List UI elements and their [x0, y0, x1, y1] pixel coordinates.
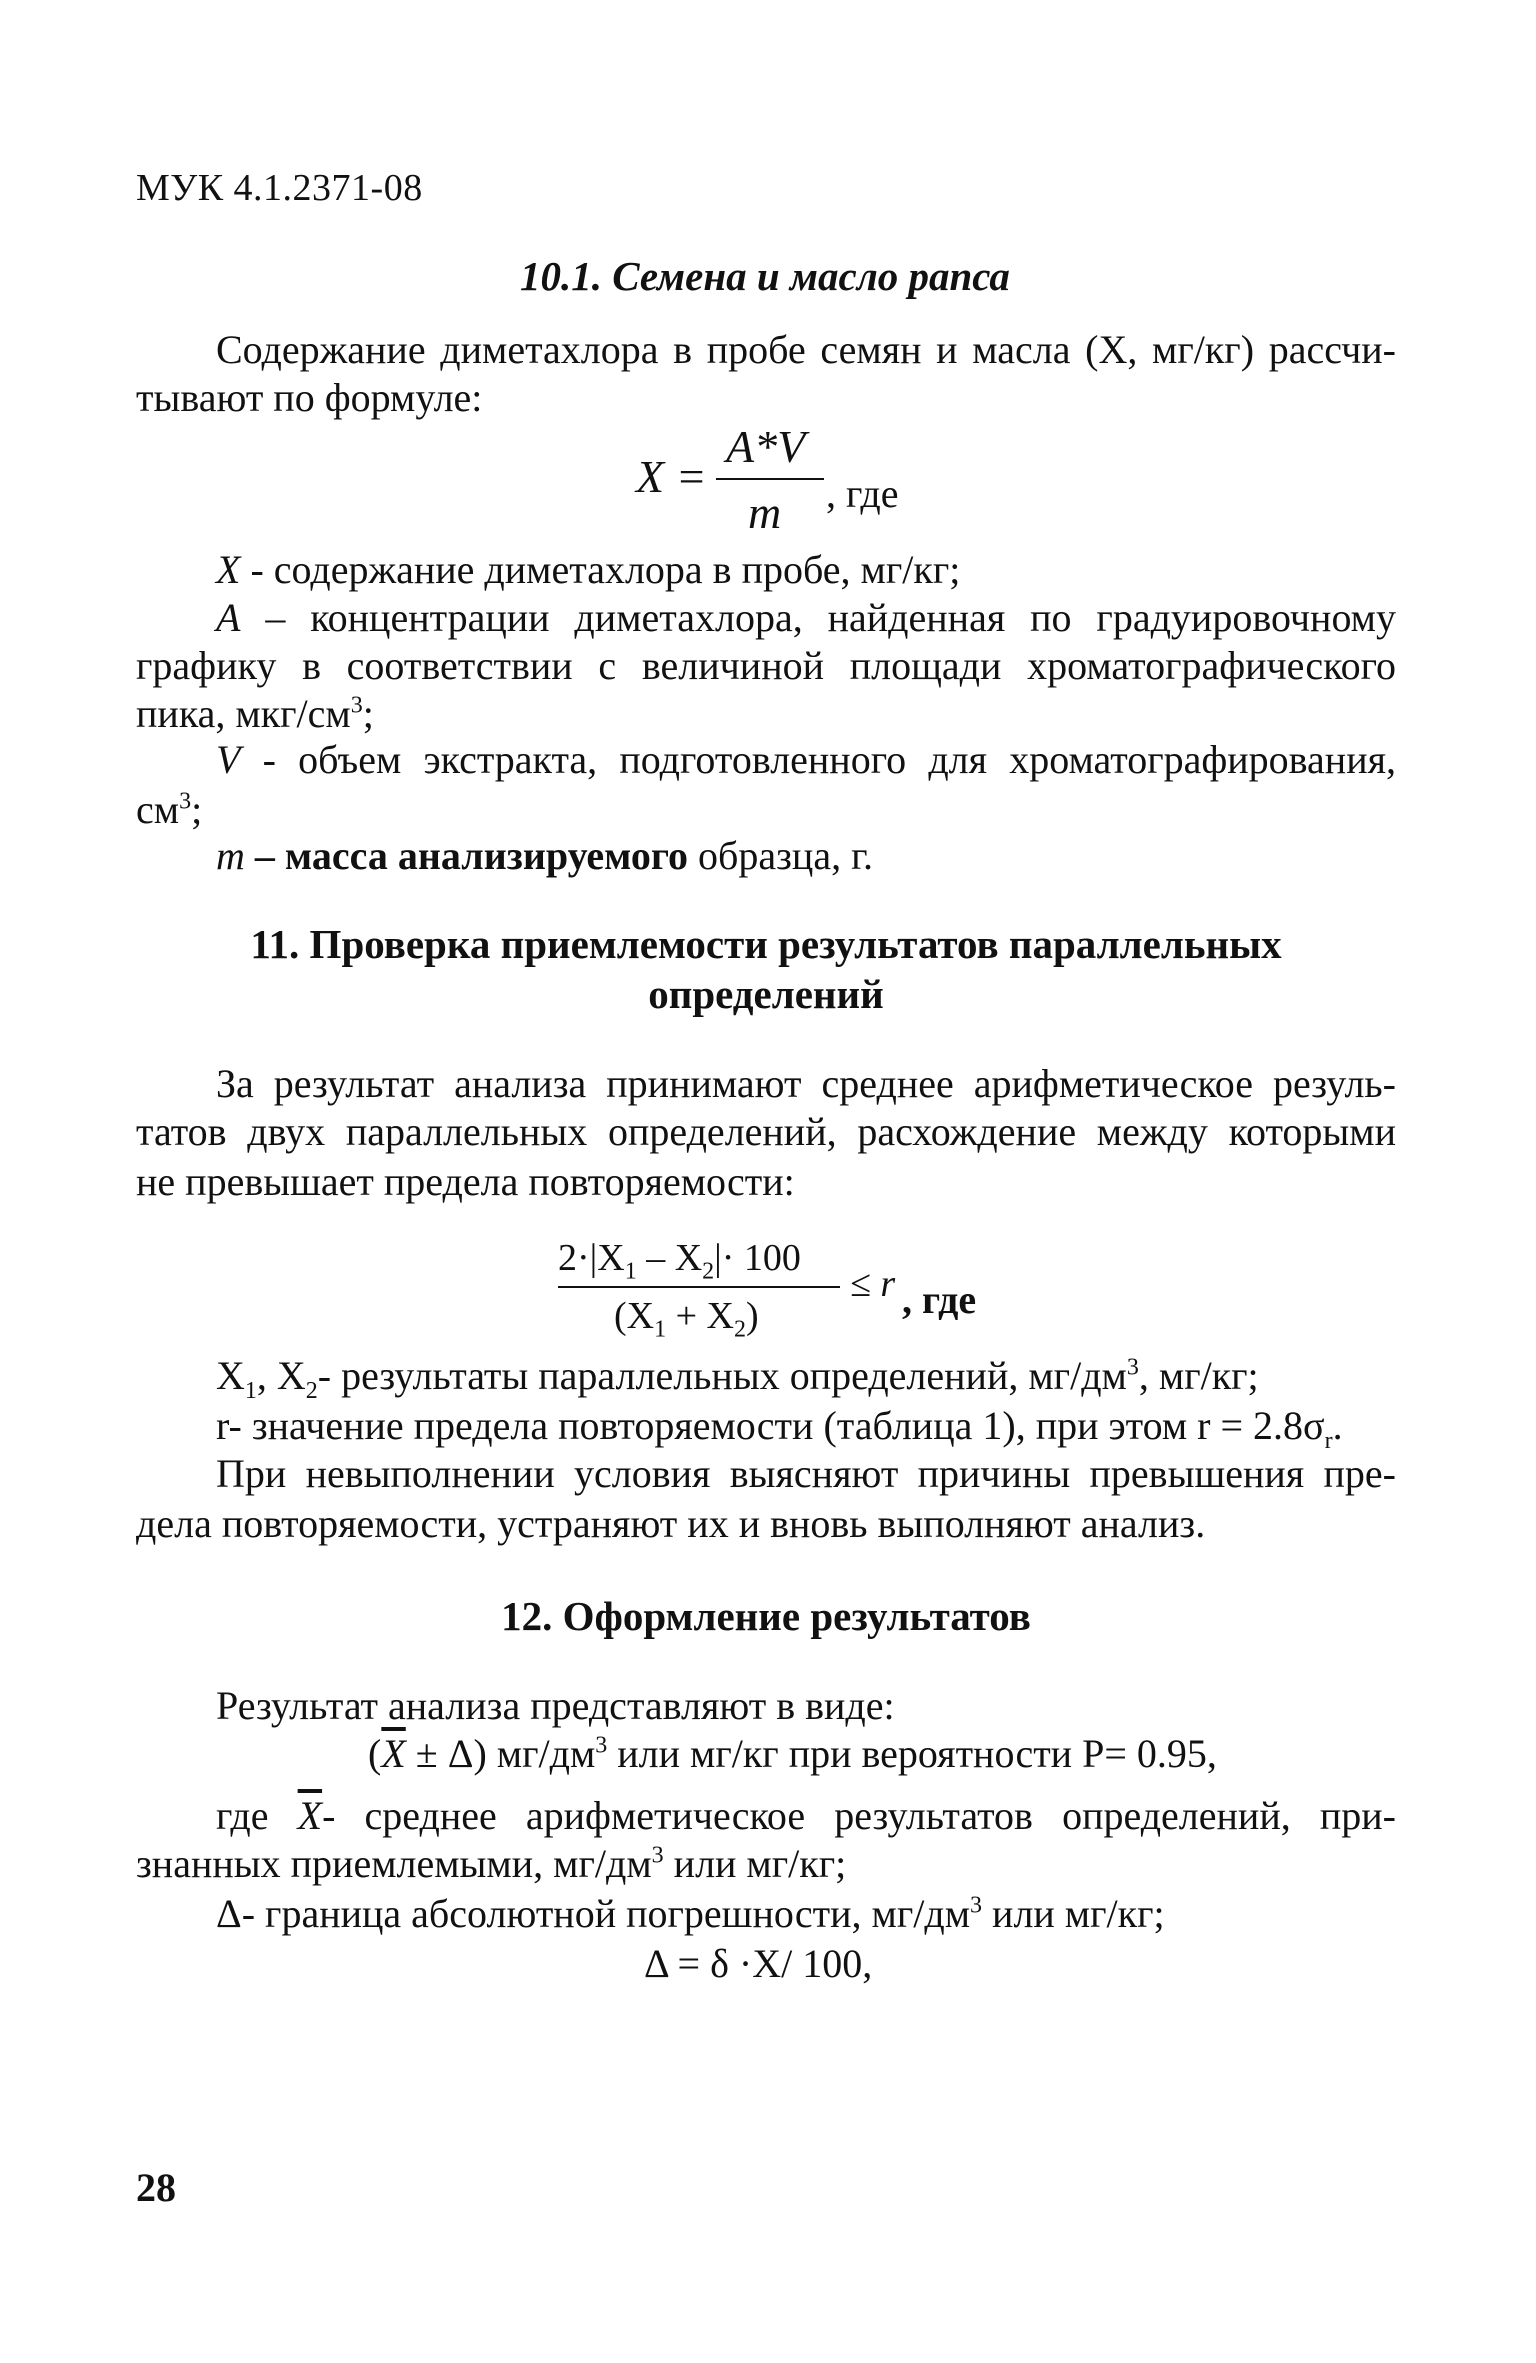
formula-rep-denominator: $(X_1 + X_2)$	[614, 1295, 759, 1343]
def-a-line3: пика, мкг/$см^3$;	[136, 691, 374, 736]
formula-x-denominator: m	[748, 487, 782, 538]
page-number: 28	[136, 2165, 176, 2210]
section-10-1-intro-line1: Содержание диметахлора в пробе семян и масла (X, мг/кг) рассчи-	[216, 327, 1396, 372]
formula-rep-suffix: , где	[902, 1277, 977, 1322]
def-m: m – масса анализируемого образца, г.	[216, 833, 873, 878]
section-12-line1: Результат анализа представляют в виде:	[216, 1683, 895, 1728]
formula-rep-fraction-bar	[558, 1286, 840, 1288]
section-12-title: 12. Оформление результатов	[501, 1593, 1031, 1639]
section-11-para-line2: татов двух параллельных определений, расхождение между которыми	[136, 1109, 1396, 1154]
section-12-line6: Δ = δ ·X/ 100,	[644, 1941, 873, 1986]
section-11-para-line3: не превышает предела повторяемости:	[136, 1159, 795, 1204]
formula-x-suffix: , где	[826, 471, 899, 516]
section-12-line5: Δ- граница абсолютной погрешности, $мг/дм^3$ или мг/кг;	[216, 1891, 1165, 1936]
section-12-line4: знанных приемлемыми, $мг/дм^3$ или мг/кг;	[136, 1841, 847, 1886]
formula-x-lhs: X =	[636, 451, 707, 502]
formula-x-fraction-bar	[716, 478, 824, 480]
section-11-fail-line2: дела повторяемости, устраняют их и вновь выполняют анализ.	[136, 1501, 1206, 1546]
section-11-title-line2: определений	[648, 971, 884, 1017]
document-code: МУК 4.1.2371-08	[136, 167, 423, 209]
section-12-line3: где $\overline{X}-$ среднее арифметическое результатов определений, при-	[216, 1793, 1396, 1838]
formula-rep-numerator: $2\cdot|X_1 - X_2|\cdot 100$	[558, 1237, 801, 1285]
def-x: X - содержание диметахлора в пробе, мг/кг;	[216, 547, 961, 592]
section-11-fail-line1: При невыполнении условия выясняют причины превышения пре-	[216, 1451, 1396, 1496]
def-a-line1: A – концентрации диметахлора, найденная по градуировочному	[216, 595, 1396, 640]
formula-x-numerator: A*V	[726, 421, 806, 472]
section-12-line2: $(\overline{X} \pm \Delta)$ $мг/дм^3$ или мг/кг при вероятности P= 0.95,	[368, 1731, 1217, 1776]
def-r: r- значение предела повторяемости (таблица 1), при этом $r = 2.8\sigma_r$.	[216, 1403, 1343, 1454]
def-v-line1: V - объем экстракта, подготовленного для хроматографирования,	[216, 737, 1396, 782]
def-a-line2: графику в соответствии с величиной площади хроматографического	[136, 643, 1396, 688]
section-10-1-intro-line2: тывают по формуле:	[136, 375, 483, 420]
def-v-line2: $см^3$;	[136, 787, 203, 832]
formula-rep-relation: ≤ r	[850, 1263, 896, 1305]
section-11-para-line1: За результат анализа принимают среднее арифметическое резуль-	[216, 1061, 1396, 1106]
section-11-title-line1: 11. Проверка приемлемости результатов параллельных	[250, 921, 1282, 967]
section-10-1-title: 10.1. Семена и масло рапса	[520, 253, 1010, 299]
def-x1-x2: $X_1$, $X_2-$ результаты параллельных определений, $мг/дм^3$, мг/кг;	[216, 1353, 1259, 1404]
